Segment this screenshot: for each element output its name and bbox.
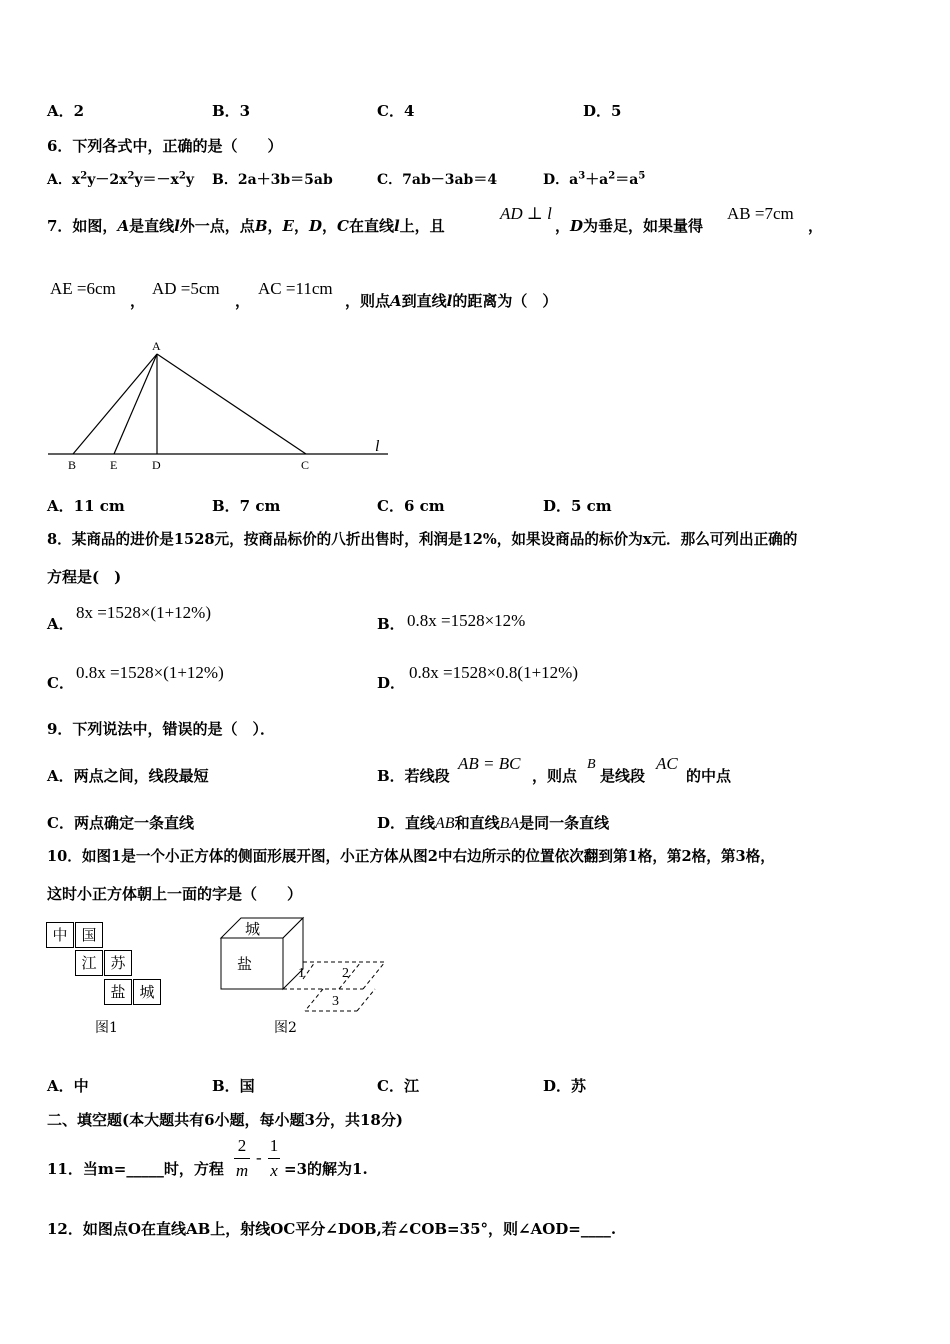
grid-cell-2: 2 [342, 966, 349, 981]
point-d-label: D [152, 458, 161, 472]
math-ae-6cm: AE =6cm [50, 279, 116, 298]
question-7-stem-line2: ，则点A到直线l的距离为（ ） [345, 292, 558, 310]
grid-line [357, 989, 375, 1011]
q6-option-b: B．2a＋3b＝5ab [212, 172, 333, 188]
q10-option-a: A．中 [47, 1077, 89, 1095]
q9-option-b-part2: ，则点 [532, 767, 578, 785]
cube-front-char: 盐 [237, 957, 253, 973]
point-c-label: C [301, 458, 310, 472]
q9-option-c: C．两点确定一条直线 [47, 814, 194, 832]
q8-option-b-math: 0.8x =1528×12% [407, 611, 526, 630]
point-a-label: A [152, 339, 161, 353]
segment-ae [114, 354, 157, 454]
net-cell-guo: 国 [75, 922, 103, 948]
math-ad-5cm: AD =5cm [152, 279, 220, 298]
q7-triangle-figure [40, 335, 400, 475]
q7-comma: ， [808, 217, 824, 235]
question-8-stem-line2: 方程是( ) [47, 568, 122, 586]
segment-ac [157, 354, 306, 454]
option-a: A．2 [47, 102, 85, 120]
option-b: B．3 [212, 102, 251, 120]
question-9-stem: 9．下列说法中，错误的是（ ）． [47, 720, 275, 738]
q10-option-b: B．国 [212, 1077, 255, 1095]
point-e-label: E [110, 458, 118, 472]
figure-1-caption: 图1 [95, 1020, 118, 1036]
grid-line [363, 962, 385, 989]
fraction-denominator: m [235, 1161, 249, 1180]
q7-option-b: B．7 cm [212, 497, 281, 515]
q9-option-d: D．直线AB和直线BA是同一条直线 [377, 814, 610, 832]
math-ad-perp-l: AD ⊥ l [500, 204, 552, 223]
q9-option-b-part4: 的中点 [686, 767, 732, 785]
fraction-numerator: 2 [237, 1136, 247, 1155]
line-l-label: l [375, 438, 380, 455]
q9-math-ab-eq-bc: AB = BC [458, 754, 521, 773]
math-ab-7cm: AB =7cm [727, 204, 794, 223]
net-cell-su: 苏 [104, 950, 132, 976]
q6-option-d: D．$a^3+a^2=a^5$ [543, 170, 646, 188]
q6-option-c: C．7ab－3ab＝4 [377, 172, 498, 188]
question-6-stem: 6．下列各式中，正确的是（ ） [47, 137, 283, 155]
net-cell-jiang: 江 [75, 950, 103, 976]
q8-option-b-label: B． [377, 615, 405, 633]
fraction-numerator: 1 [269, 1136, 279, 1155]
net-cell-cheng: 城 [133, 979, 161, 1005]
q8-option-c-label: C． [47, 674, 74, 692]
fraction-2-over-m [234, 1136, 250, 1181]
net-cell-zhong: 中 [46, 922, 74, 948]
q8-option-d-math: 0.8x =1528×0.8(1+12%) [409, 663, 578, 682]
q7-sep2: ， [235, 292, 251, 310]
minus-sign: - [256, 1148, 262, 1167]
question-10-stem-line2: 这时小正方体朝上一面的字是（ ） [47, 885, 303, 903]
q9-math-b: B [587, 757, 596, 772]
question-11-post: =3的解为1. [284, 1160, 368, 1178]
q8-option-a-label: A． [47, 615, 74, 633]
fraction-1-over-x [268, 1136, 280, 1181]
question-7-stem-line1: 7．如图，A是直线l外一点，点B，E，D，C在直线l上，且 [47, 217, 445, 235]
q10-option-d: D．苏 [543, 1077, 587, 1095]
q8-option-a-math: 8x =1528×(1+12%) [76, 603, 211, 622]
q9-math-ac: AC [656, 754, 678, 773]
q7-option-c: C．6 cm [377, 497, 445, 515]
question-10-stem-line1: 10．如图1是一个小正方体的侧面形展开图，小正方体从图2中右边所示的位置依次翻到第1格，第2格，第3格， [47, 848, 775, 865]
option-c: C．4 [377, 102, 415, 120]
q8-option-c-math: 0.8x =1528×(1+12%) [76, 663, 224, 682]
segment-ab [73, 354, 157, 454]
q7-sep1: ， [130, 292, 146, 310]
fraction-bar [268, 1158, 280, 1159]
q9-option-b-part1: B．若线段 [377, 767, 450, 785]
grid-cell-1: 1 [298, 966, 305, 981]
cube-top-char: 城 [245, 922, 261, 938]
q9-option-a: A．两点之间，线段最短 [47, 767, 209, 785]
figure-2-cube-grid [215, 910, 395, 1020]
point-b-label: B [68, 458, 77, 472]
q10-option-c: C．江 [377, 1077, 419, 1095]
q7-option-d: D．5 cm [543, 497, 612, 515]
option-d: D．5 [583, 102, 622, 120]
question-8-stem-line1: 8．某商品的进价是1528元，按商品标价的八折出售时，利润是12%，如果设商品的标价为x元．那么可列出正确的 [47, 531, 798, 548]
grid-line [305, 989, 323, 1011]
q6-option-a: A．$x^2y-2x^2y=-x^2y$ [47, 170, 194, 188]
question-7-stem-line1b: ，D为垂足，如果量得 [555, 217, 704, 235]
figure-2-caption: 图2 [274, 1020, 297, 1036]
section-2-heading: 二、填空题(本大题共有6小题，每小题3分，共18分) [47, 1111, 403, 1129]
q8-option-d-label: D． [377, 674, 406, 692]
math-ac-11cm: AC =11cm [258, 279, 333, 298]
question-11-pre: 11．当m=_____时，方程 [47, 1160, 224, 1178]
fraction-denominator: x [270, 1161, 278, 1180]
q9-option-b-part3: 是线段 [600, 767, 646, 785]
fraction-bar [234, 1158, 250, 1159]
q7-option-a: A．11 cm [47, 497, 125, 515]
question-12: 12．如图点O在直线AB上，射线OC平分∠DOB,若∠COB=35°，则∠AOD=____. [47, 1220, 617, 1238]
grid-cell-3: 3 [332, 994, 339, 1009]
net-cell-yan: 盐 [104, 979, 132, 1005]
